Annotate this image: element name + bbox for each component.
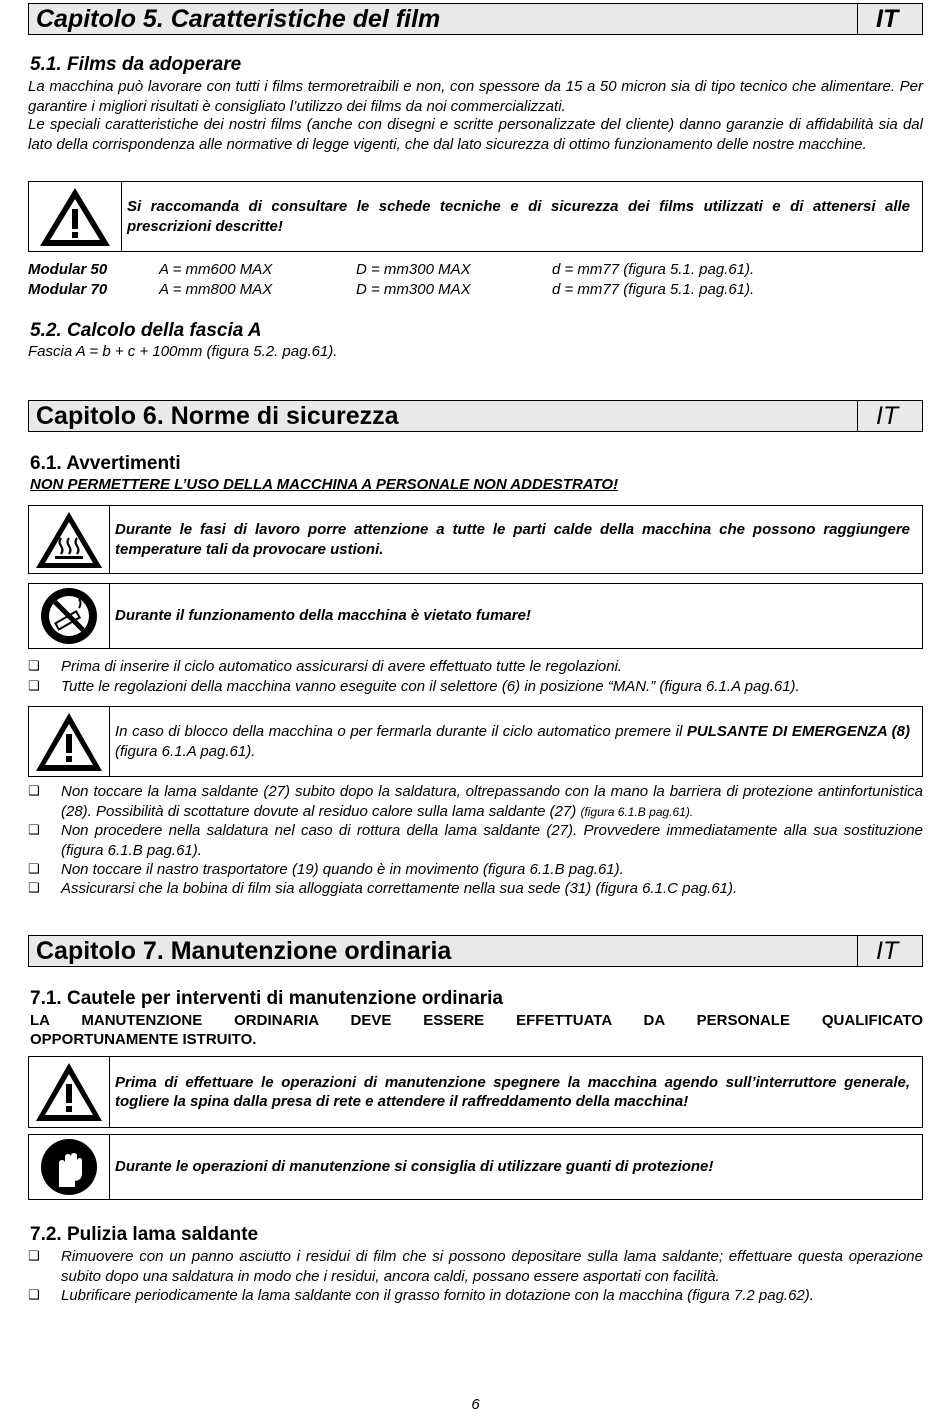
language-code: IT — [876, 402, 899, 430]
warning-triangle-icon — [29, 182, 122, 251]
chapter-title: Capitolo 6. Norme di sicurezza — [29, 401, 858, 431]
paragraph: La macchina può lavorare con tutti i films termoretraibili e non, con spessore da 15 a 50 micron sia di tipo tecnico che alimentare. Per garantire i migliori risultati è consigliato l’utilizzo dei films da noi commercializzati. — [28, 78, 923, 115]
spec-dd: d = mm77 (figura 5.1. pag.61). — [552, 261, 755, 278]
list-item: ❑ Non toccare la lama saldante (27) subito dopo la saldatura, oltrepassando con la mano la barriera di protezione antinfortunistica (28). Possibilità di scottature dovute al residuo calore sulla lama saldante (27) (figura 6.1.B pag.61). — [28, 783, 923, 820]
list-item: ❑ Rimuovere con un panno asciutto i residui di film che si possono depositare sulla lama saldante; effettuare questa operazione subito dopo una saldatura in modo che i residui, ancora caldi, possano essere asportati con facilità. — [28, 1248, 923, 1285]
spec-model: Modular 50 — [28, 261, 108, 278]
emergency-text: In caso di blocco della macchina o per fermarla durante il ciclo automatico premere il PULSANTE DI EMERGENZA (8) (figura 6.1.A pag.61). — [115, 723, 911, 760]
no-smoking-icon — [29, 584, 110, 648]
notice-text: NON PERMETTERE L’USO DELLA MACCHINA A PERSONALE NON ADDESTRATO! — [30, 476, 619, 493]
emergency-button-name: PULSANTE DI EMERGENZA (8) — [686, 723, 911, 740]
warning-box — [28, 1134, 923, 1200]
paragraph: Le speciali caratteristiche dei nostri films (anche con disegni e scritte personalizzate del cliente) danno garanzie di affidabilità sia dal lato della corrispondenza alle normative di legge vigenti, che dal lato sicurezza di ottimo funzionamento delle nostre macchine. — [28, 116, 923, 153]
checkbox-bullet-icon: ❑ — [28, 659, 40, 674]
section-title: 7.1. Cautele per interventi di manutenzione ordinaria — [30, 988, 503, 1009]
spec-row — [28, 261, 107, 278]
spec-d: D = mm300 MAX — [356, 261, 471, 278]
caps-notice-line: LA MANUTENZIONE ORDINARIA DEVE ESSERE EFFETTUATA DA PERSONALE QUALIFICATO — [30, 1012, 923, 1029]
warning-triangle-icon — [29, 707, 110, 776]
formula-text: Fascia A = b + c + 100mm (figura 5.2. pag.61). — [28, 343, 338, 360]
section-title: 5.2. Calcolo della fascia A — [30, 320, 262, 341]
gloves-icon — [29, 1135, 110, 1199]
warning-box — [28, 583, 923, 649]
hot-surface-icon — [29, 506, 110, 573]
spec-a: A = mm800 MAX — [159, 281, 273, 298]
page-number: 6 — [471, 1396, 480, 1413]
list-item: ❑ Lubrificare periodicamente la lama saldante con il grasso fornito in dotazione con la macchina (figura 7.2 pag.62). — [28, 1287, 814, 1304]
caps-notice-line: OPPORTUNAMENTE ISTRUITO. — [30, 1031, 257, 1048]
checkbox-bullet-icon: ❑ — [28, 1288, 40, 1303]
spec-dd: d = mm77 (figura 5.1. pag.61). — [552, 281, 755, 298]
spec-row — [28, 281, 107, 298]
chapter-6-header — [28, 400, 923, 432]
chapter-5-header — [28, 3, 923, 35]
section-title: 5.1. Films da adoperare — [30, 54, 242, 75]
list-item: ❑ Tutte le regolazioni della macchina vanno eseguite con il selettore (6) in posizione “MAN.” (figura 6.1.A pag.61). — [28, 678, 800, 695]
warning-text: Si raccomanda di consultare le schede tecniche e di sicurezza dei films utilizzati e di attenersi alle prescrizioni descritte! — [127, 198, 910, 235]
list-item: ❑ Non procedere nella saldatura nel caso di rottura della lama saldante (27). Provvedere immediatamente alla sua sostituzione (figura 6.1.B pag.61). — [28, 822, 923, 859]
checkbox-bullet-icon: ❑ — [28, 1249, 40, 1264]
section-title: 7.2. Pulizia lama saldante — [30, 1224, 259, 1245]
chapter-7-header — [28, 935, 923, 967]
power-off-warning-text: Prima di effettuare le operazioni di manutenzione spegnere la macchina agendo sull’interruttore generale, togliere la spina dalla presa di rete e attendere il raffreddamento della macchina! — [115, 1073, 910, 1110]
checkbox-bullet-icon: ❑ — [28, 823, 40, 838]
warning-box — [28, 1056, 923, 1128]
checkbox-bullet-icon: ❑ — [28, 862, 40, 877]
chapter-title: Capitolo 5. Caratteristiche del film — [29, 4, 858, 34]
language-code: IT — [876, 5, 899, 33]
spec-a: A = mm600 MAX — [159, 261, 273, 278]
chapter-title: Capitolo 7. Manutenzione ordinaria — [29, 936, 858, 966]
warning-box — [28, 706, 923, 777]
spec-model: Modular 70 — [28, 281, 108, 298]
list-item: ❑ Assicurarsi che la bobina di film sia alloggiata correttamente nella sua sede (31) (figura 6.1.C pag.61). — [28, 880, 738, 897]
checkbox-bullet-icon: ❑ — [28, 679, 40, 694]
language-code: IT — [876, 937, 899, 965]
warning-box — [28, 181, 923, 252]
section-title: 6.1. Avvertimenti — [30, 453, 181, 474]
smoke-warning-text: Durante il funzionamento della macchina è vietato fumare! — [115, 607, 531, 625]
checkbox-bullet-icon: ❑ — [28, 881, 40, 896]
checkbox-bullet-icon: ❑ — [28, 784, 40, 799]
warning-triangle-icon — [29, 1057, 110, 1127]
gloves-warning-text: Durante le operazioni di manutenzione si consiglia di utilizzare guanti di protezione! — [115, 1158, 714, 1176]
hot-warning-text: Durante le fasi di lavoro porre attenzione a tutte le parti calde della macchina che possono raggiungere temperature tali da provocare ustioni. — [115, 521, 910, 558]
warning-box — [28, 505, 923, 574]
list-item: ❑ Non toccare il nastro trasportatore (19) quando è in movimento (figura 6.1.B pag.61). — [28, 861, 624, 878]
list-item: ❑ Prima di inserire il ciclo automatico assicurarsi di avere effettuato tutte le regolazioni. — [28, 658, 623, 675]
spec-d: D = mm300 MAX — [356, 281, 471, 298]
